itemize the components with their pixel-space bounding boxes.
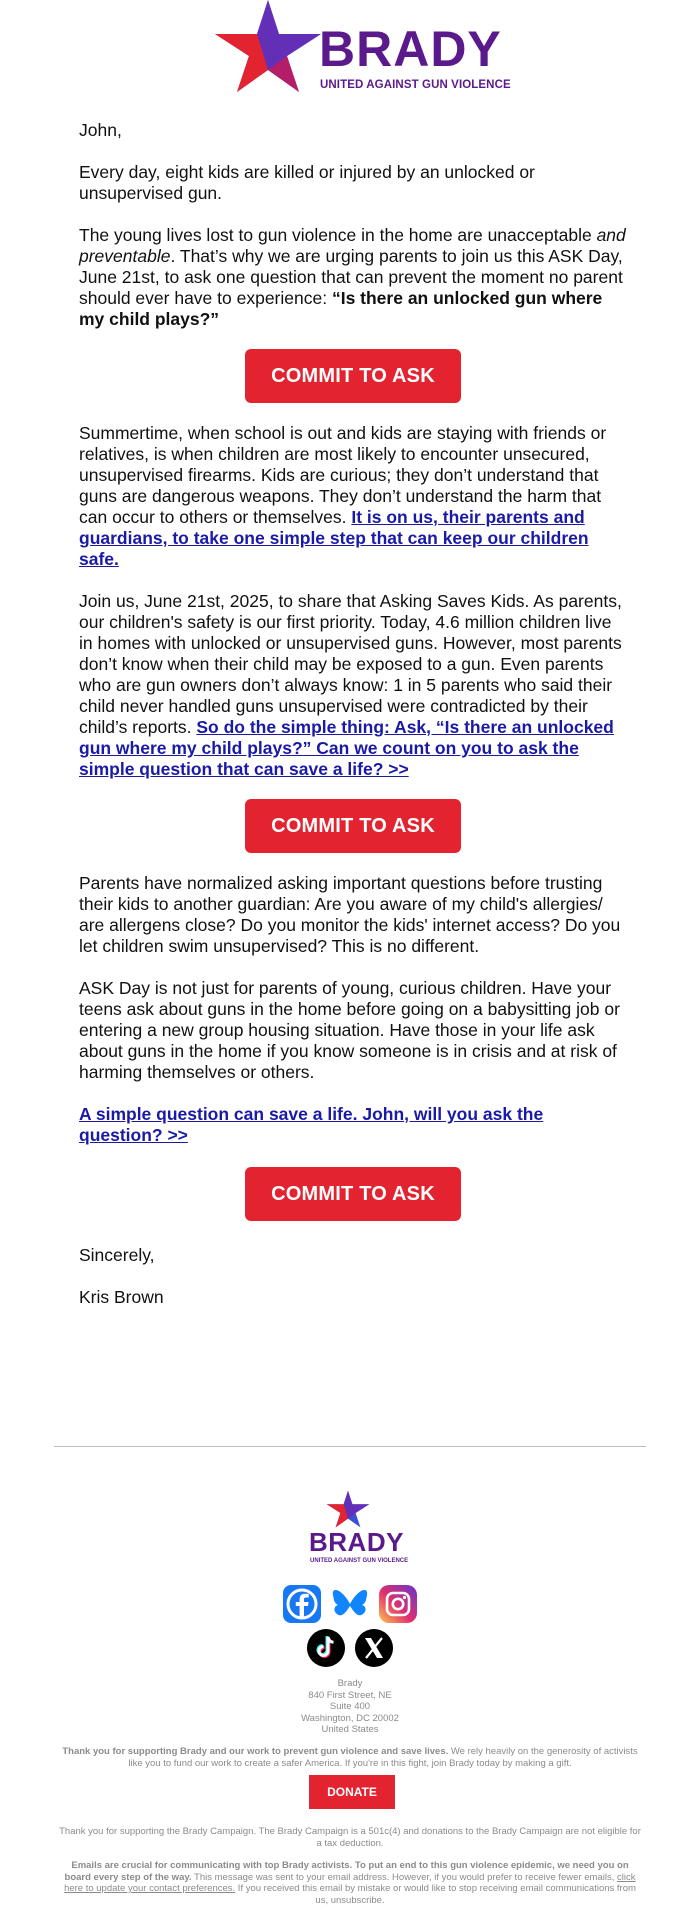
paragraph-4-link[interactable]: So do the simple thing: Ask, “Is there an unlocked gun where my child plays?” Can we count on you to ask the simple question that can save a life? >> <box>79 717 614 779</box>
paragraph-3 <box>79 423 627 570</box>
footer-brand-name: BRADY <box>309 1527 404 1557</box>
tax-note: Thank you for supporting the Brady Campaign. The Brady Campaign is a 501c(4) and donations to the Brady Campaign are not eligible for a tax deduction. <box>59 1826 641 1849</box>
paragraph-2 <box>79 225 627 330</box>
brady-logo[interactable] <box>213 0 511 92</box>
paragraph-2-question: “Is there an unlocked gun where my child plays?” <box>79 288 603 329</box>
paragraph-3-text: Summertime, when school is out and kids are staying with friends or relatives, is when children are most likely to encounter unsecured, unsupervised firearms. Kids are curious; they don’t understand that guns are dangerous weapons. They don’t understand the harm that can occur to others or themselves. <box>79 423 607 527</box>
closing: Sincerely, <box>79 1245 155 1265</box>
paragraph-2-text: The young lives lost to gun violence in the home are unacceptable <box>79 225 597 245</box>
star-logo-icon <box>213 0 323 92</box>
paragraph-1: Every day, eight kids are killed or injured by an unlocked or unsupervised gun. <box>79 162 535 203</box>
letter-body <box>79 120 627 1329</box>
commit-to-ask-button-3[interactable]: COMMIT TO ASK <box>245 1167 461 1221</box>
footer-brady-logo[interactable] <box>307 1490 409 1566</box>
email-note <box>58 1860 642 1906</box>
tiktok-icon[interactable] <box>306 1628 346 1668</box>
paragraph-7-link[interactable]: A simple question can save a life. John, will you ask the question? >> <box>79 1104 544 1145</box>
paragraph-4-text: Join us, June 21st, 2025, to share that Asking Saves Kids. As parents, our children's safety is our first priority. Today, 4.6 million children live in homes with unlocked or unsupervised guns. However, most parents don’t know when their child may be exposed to a gun. Even parents who are gun owners don’t always know: 1 in 5 parents who said their child never handled guns unsupervised were contradicted by their child’s reports. <box>79 591 622 737</box>
footer-star-logo-icon <box>326 1490 370 1528</box>
address-line: Washington, DC 20002 <box>301 1712 399 1724</box>
x-icon[interactable] <box>354 1628 394 1668</box>
footer-brand-tagline: UNITED AGAINST GUN VIOLENCE <box>310 1558 409 1564</box>
commit-to-ask-button[interactable]: COMMIT TO ASK <box>245 349 461 403</box>
thanks-bold: Thank you for supporting Brady and our work to prevent gun violence and save lives. <box>62 1746 449 1757</box>
email-text: This message was sent to your email address. However, if you would prefer to receive fewer emails, <box>191 1871 617 1883</box>
greeting: John, <box>79 120 122 140</box>
donate-button[interactable]: DONATE <box>309 1775 395 1809</box>
paragraph-5: Parents have normalized asking important questions before trusting their kids to another guardian: Are you aware of my child's allergies/ are allergens close? Do you monitor the kids' internet access? Do you let children swim unsupervised? This is no different. <box>79 873 621 956</box>
thanks-note <box>58 1746 642 1769</box>
signature: Kris Brown <box>79 1287 164 1307</box>
address-line: Suite 400 <box>329 1701 371 1712</box>
facebook-icon[interactable] <box>282 1584 322 1624</box>
address-line: 840 First Street, NE <box>308 1689 392 1701</box>
footer-divider <box>54 1446 646 1447</box>
commit-to-ask-button-2[interactable]: COMMIT TO ASK <box>245 799 461 853</box>
paragraph-2-emphasis: and preventable <box>79 225 626 266</box>
paragraph-6: ASK Day is not just for parents of young, curious children. Have your teens ask about guns in the home before going on a babysitting job or entering a new group housing situation. Have those in your life ask about guns in the home if you know someone is in crisis and at risk of harming themselves or others. <box>79 978 620 1082</box>
mailing-address <box>0 1678 700 1736</box>
social-row-1 <box>0 1584 700 1624</box>
email-bold: Emails are crucial for communicating with top Brady activists. To put an end to this gun violence epidemic, we need you on board every step of the way. <box>64 1860 629 1883</box>
paragraph-3-link[interactable]: It is on us, their parents and guardians, to take one simple step that can keep our children safe. <box>79 507 589 569</box>
brand-tagline: UNITED AGAINST GUN VIOLENCE <box>320 79 511 91</box>
social-row-2 <box>0 1628 700 1668</box>
contact-preferences-link[interactable]: click here to update your contact preferences. <box>64 1871 636 1894</box>
instagram-icon[interactable] <box>378 1584 418 1624</box>
email-tail: If you received this email by mistake or would like to stop receiving email communications from us, unsubscribe. <box>235 1883 636 1906</box>
bluesky-icon[interactable] <box>330 1584 370 1624</box>
brand-name: BRADY <box>319 21 502 77</box>
paragraph-7 <box>79 1104 627 1146</box>
thanks-text: We rely heavily on the generosity of activists like you to fund our work to create a safer America. If you're in this fight, join Brady today by making a gift. <box>128 1746 638 1769</box>
address-line: United States <box>321 1724 379 1735</box>
paragraph-2-text-cont: . That’s why we are urging parents to join us this ASK Day, June 21st, to ask one question that can prevent the moment no parent should ever have to experience: <box>79 246 623 308</box>
paragraph-4 <box>79 591 627 780</box>
address-line: Brady <box>337 1678 363 1689</box>
